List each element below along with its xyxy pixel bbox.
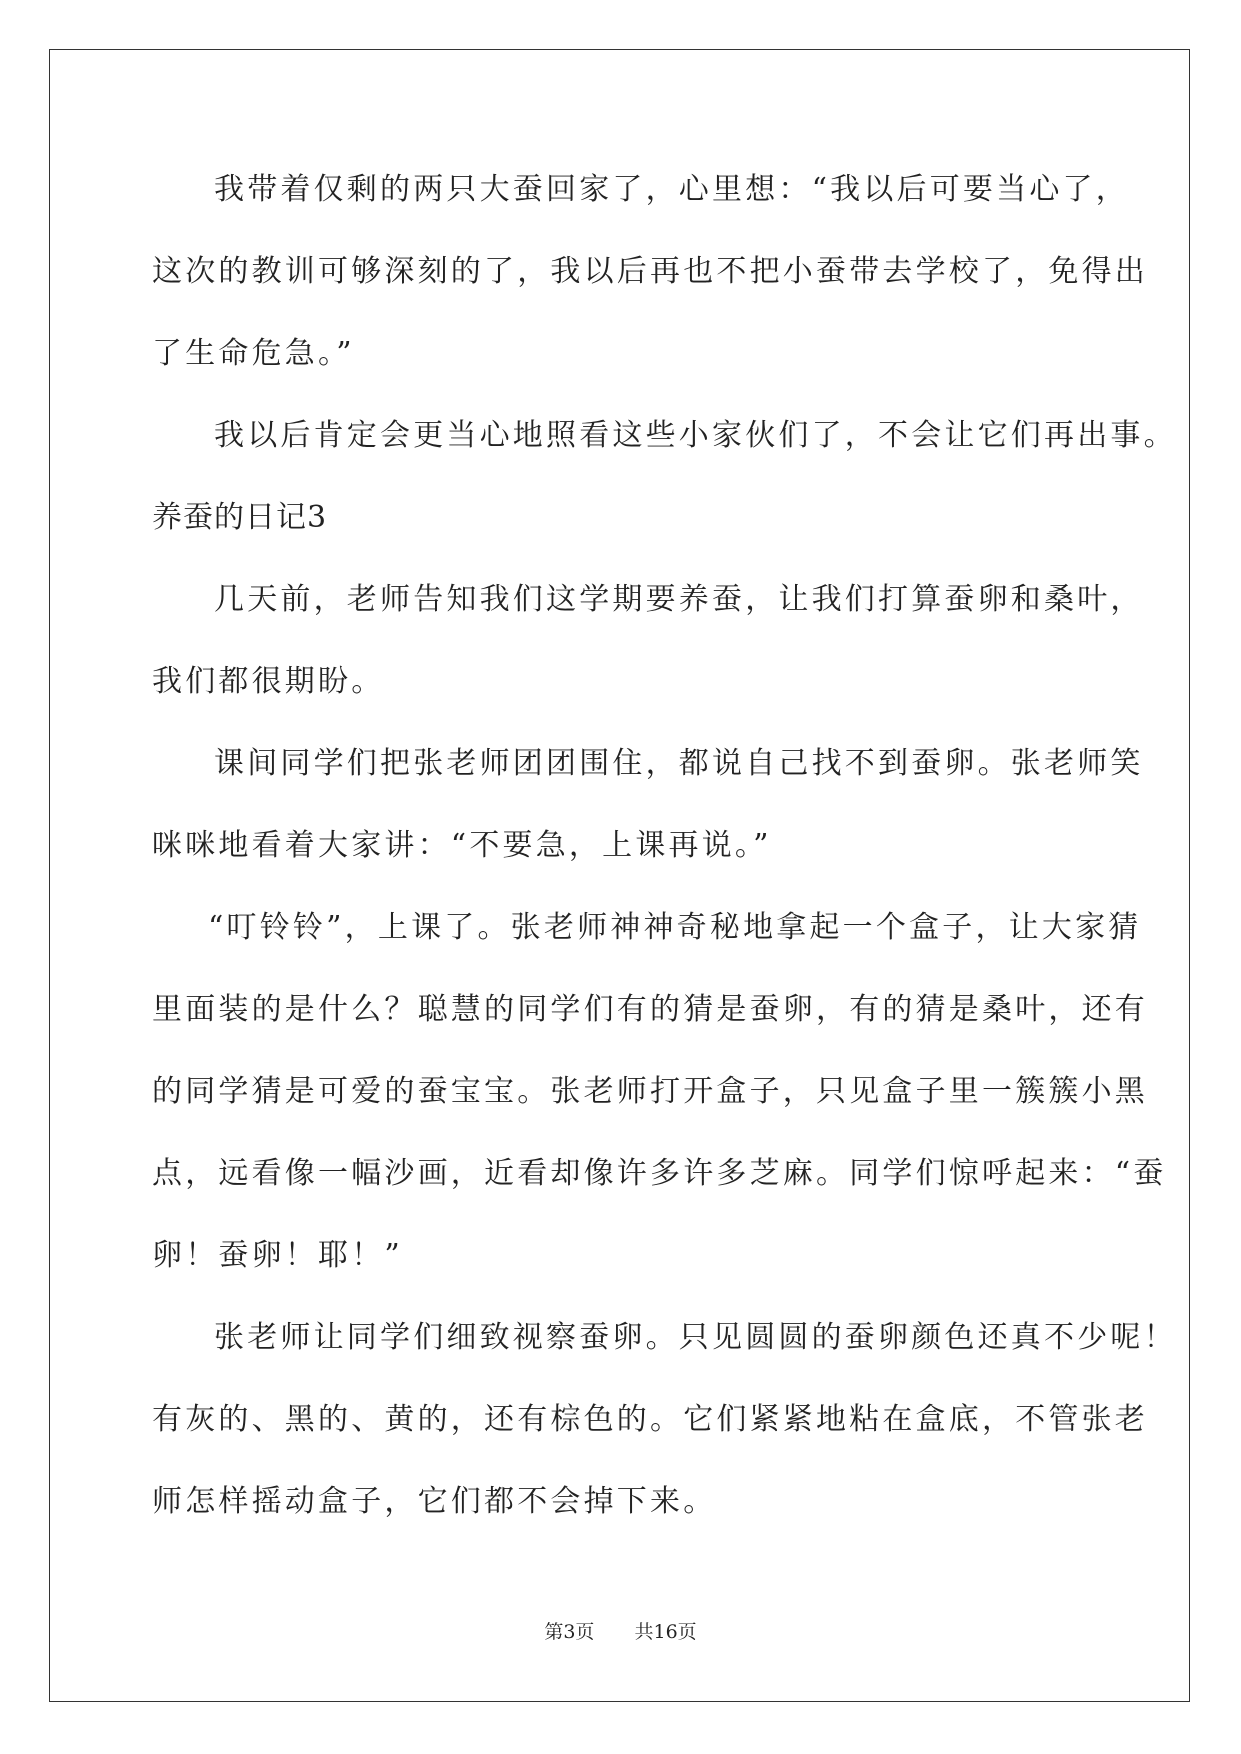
paragraph-line: 课间同学们把张老师团团围住，都说自己找不到蚕卵。张老师笑	[214, 746, 1144, 781]
page-footer	[0, 1620, 1241, 1644]
paragraph-line: 点，远看像一幅沙画，近看却像许多许多芝麻。同学们惊呼起来：“蚕	[152, 1156, 1167, 1191]
page-border	[49, 49, 1190, 1702]
page-total: 共16页	[634, 1621, 697, 1643]
paragraph-line: 师怎样摇动盒子，它们都不会掉下来。	[152, 1484, 717, 1519]
paragraph-line: 了生命危急。”	[152, 336, 355, 371]
section-heading: 养蚕的日记3	[152, 500, 328, 535]
paragraph-line: 咪咪地看着大家讲：“不要急，上课再说。”	[152, 828, 772, 863]
paragraph-line: 里面装的是什么？聪慧的同学们有的猜是蚕卵，有的猜是桑叶，还有	[152, 992, 1148, 1027]
paragraph-line: 的同学猜是可爱的蚕宝宝。张老师打开盒子，只见盒子里一簇簇小黑	[152, 1074, 1148, 1109]
paragraph-line: 卵！蚕卵！耶！”	[152, 1238, 403, 1273]
paragraph-line: 张老师让同学们细致视察蚕卵。只见圆圆的蚕卵颜色还真不少呢！	[214, 1320, 1177, 1355]
paragraph-line: 我们都很期盼。	[152, 664, 385, 699]
paragraph-line: 我带着仅剩的两只大蚕回家了，心里想：“我以后可要当心了，	[214, 172, 1129, 207]
paragraph-line: 这次的教训可够深刻的了，我以后再也不把小蚕带去学校了，免得出	[152, 254, 1148, 289]
paragraph-line: 我以后肯定会更当心地照看这些小家伙们了，不会让它们再出事。	[214, 418, 1177, 453]
paragraph-line: 有灰的、黑的、黄的，还有棕色的。它们紧紧地粘在盒底，不管张老	[152, 1402, 1148, 1437]
paragraph-line: 几天前，老师告知我们这学期要养蚕，让我们打算蚕卵和桑叶，	[214, 582, 1144, 617]
paragraph-line: “叮铃铃”，上课了。张老师神神奇秘地拿起一个盒子，让大家猜	[208, 910, 1142, 945]
page-number: 第3页	[544, 1621, 595, 1643]
